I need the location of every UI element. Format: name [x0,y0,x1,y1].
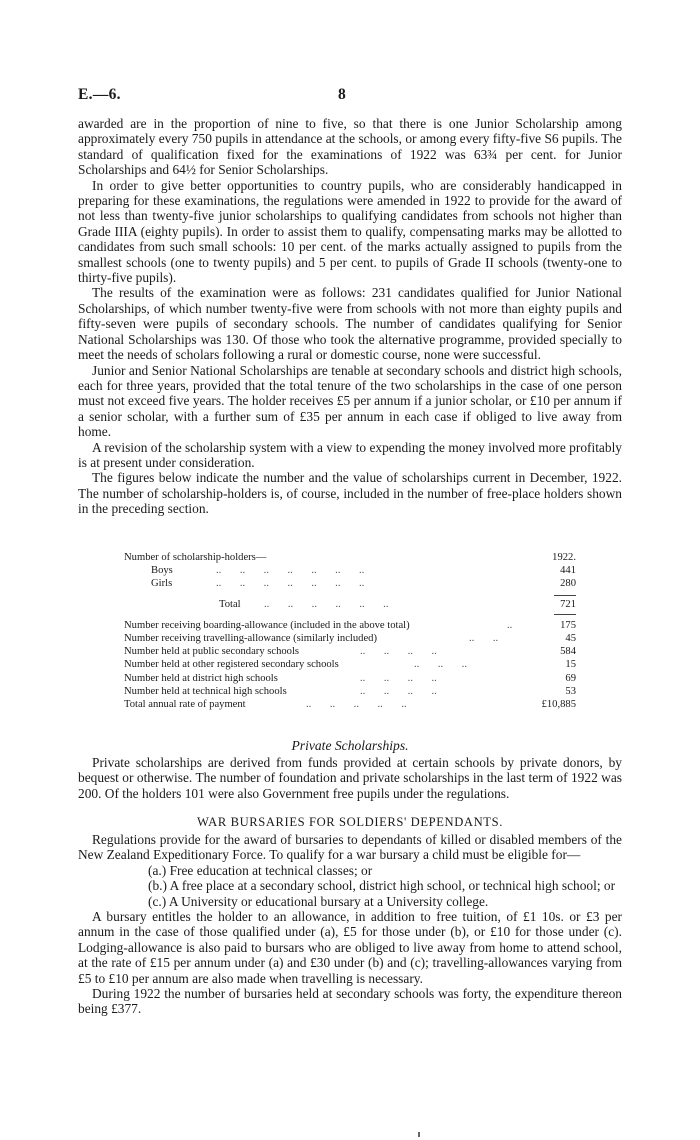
leader-dots: .. .. .. .. .. [306,698,407,710]
body-section-private [78,755,622,801]
row-label: Number held at public secondary schools [124,646,300,658]
row-label: Number held at district high schools [124,672,278,684]
list-item [78,878,622,893]
table-row [124,619,576,632]
table-row [124,564,576,577]
row-value: 175 [560,619,576,631]
total-rule [554,614,576,615]
body-section-war-bursaries [78,832,622,1017]
table-row [124,632,576,645]
paragraph: The results of the examination were as follows: 231 candidates qualified for Junior National Scholarships, of which number twenty-five were from schools with not more than eighty pupils and fifty-seven were pupils of secondary schools. The number of candidates qualifying for Senior National Scholarships was 130. Of those who took the alternative programme, provided specially to meet the needs of scholars following a rural or domestic course, none were successful. [78,285,622,363]
paragraph: The figures below indicate the number and the value of scholarships current in December, 1922. The number of scholarship-holders is, of course, included in the number of free-place holders shown in the preceding section. [78,470,622,517]
table-header-row [124,551,576,564]
leader-dots: .. .. .. .. .. .. .. [216,565,365,577]
rule-row [124,611,576,619]
row-label: Total annual rate of payment [124,698,246,710]
table-row [124,645,576,658]
section-heading-private-scholarships: Private Scholarships. [291,738,409,753]
list-marker: (c.) [148,893,167,909]
print-mark [418,1132,420,1137]
list-text: A University or educational bursary at a University college. [168,893,489,909]
paragraph: Junior and Senior National Scholarships are tenable at secondary schools and district high schools, each for three years, provided that the total tenure of the two scholarships in the case of one person must not exceed five years. The holder receives £5 per annum if a junior scholar, or £10 per annum if a senior scholar, with a further sum of £35 per annum in each case if obliged to live away from home. [78,362,622,440]
row-label: Number held at other registered secondary schools [124,659,339,671]
row-label: Number receiving boarding-allowance (included in the above total) [124,619,410,631]
list-marker: (a.) [148,862,167,878]
row-value: 721 [560,598,576,610]
row-value: £10,885 [541,698,576,710]
section-heading-war-bursaries: WAR BURSARIES FOR SOLDIERS' DEPENDANTS. [197,815,503,829]
list-marker: (b.) [148,878,167,894]
leader-dots: .. .. .. .. .. .. .. [216,578,365,590]
row-value: 15 [565,659,576,671]
leader-dots: .. .. .. [414,659,467,671]
row-value: 69 [565,672,576,684]
leader-dots: .. .. [469,632,499,644]
paragraph: A bursary entitles the holder to an allowance, in addition to free tuition, of £1 10s. or £3 per annum in the case of those qualified under (a), £5 for those under (b), or £10 for those under (c). Lodging-allowance is also paid to bursars who are obliged to live away from home to attend school, at the rate of £15 per annum under (a) and £30 under (b) and (c); travelling-allowances varying from £5 to £10 per annum are also made when travelling is necessary. [78,909,622,986]
list-text: A free place at a secondary school, district high school, or technical high school; or [169,878,616,894]
body-section-scholarships [78,116,622,517]
row-label: Total [219,598,241,610]
row-value: 53 [565,685,576,697]
table-row [124,577,576,590]
leader-dots: .. .. .. .. [360,685,437,697]
list-item [78,894,622,909]
paragraph: In order to give better opportunities to country pupils, who are considerably handicapped in preparing for these examinations, the regulations were amended in 1922 to provide for the award of not less than twenty-five junior scholarships to qualifying candidates from schools not higher than Grade IIIA (eighty pupils). In order to assist them to qualify, compensating marks may be allotted to candidates from such small schools: 10 per cent. of the marks actually assigned to pupils from the smallest schools (one to twenty pupils) and 5 per cent. to pupils of Grade II schools (twenty-one to thirty-five pupils). [78,177,622,286]
row-value: 441 [560,565,576,577]
leader-dots: .. .. .. .. [360,646,437,658]
list-item [78,863,622,878]
table-row [124,698,576,711]
table-year-header: 1922. [552,552,576,563]
document-reference: E.—6. [78,86,121,103]
scholarship-table [124,551,576,711]
paragraph: During 1922 the number of bursaries held at secondary schools was forty, the expenditure thereon being £377. [78,986,622,1017]
leader-dots: .. .. .. .. [360,672,437,684]
paragraph: awarded are in the proportion of nine to five, so that there is one Junior Scholarship among approximately every 750 pupils in attendance at the schools, or among every fifty-five S6 pupils. The standard of qualification fixed for the examinations of 1922 was 63¾ per cent. for Junior Scholarships and 64½ for Senior Scholarships. [78,116,622,178]
row-label: Girls [151,578,173,590]
row-label: Number receiving travelling-allowance (similarly included) [124,632,377,644]
row-value: 280 [560,578,576,590]
rule-row [124,591,576,598]
table-section-label: Number of scholarship-holders— [124,552,267,563]
row-value: 45 [565,632,576,644]
table-row [124,658,576,671]
paragraph: A revision of the scholarship system with a view to expending the money involved more profitably is at present under consideration. [78,439,622,470]
list-text: Free education at technical classes; or [169,862,373,878]
leader-dots: .. .. .. .. .. .. [264,598,389,610]
paragraph: Regulations provide for the award of bursaries to dependants of killed or disabled members of the New Zealand Expeditionary Force. To qualify for a war bursary a child must be eligible for— [78,832,622,863]
leader-dots: .. [507,619,513,631]
paragraph: Private scholarships are derived from funds provided at certain schools by private donors, by bequest or otherwise. The number of foundation and private scholarships in the last term of 1922 was 200. Of the holders 101 were also Government free pupils under the regulations. [78,755,622,801]
row-value: 584 [560,646,576,658]
sum-rule [554,595,576,596]
page-number: 8 [338,86,346,103]
table-total-row [124,598,576,611]
row-label: Boys [151,565,173,577]
row-label: Number held at technical high schools [124,685,287,697]
table-row [124,685,576,698]
table-row [124,672,576,685]
